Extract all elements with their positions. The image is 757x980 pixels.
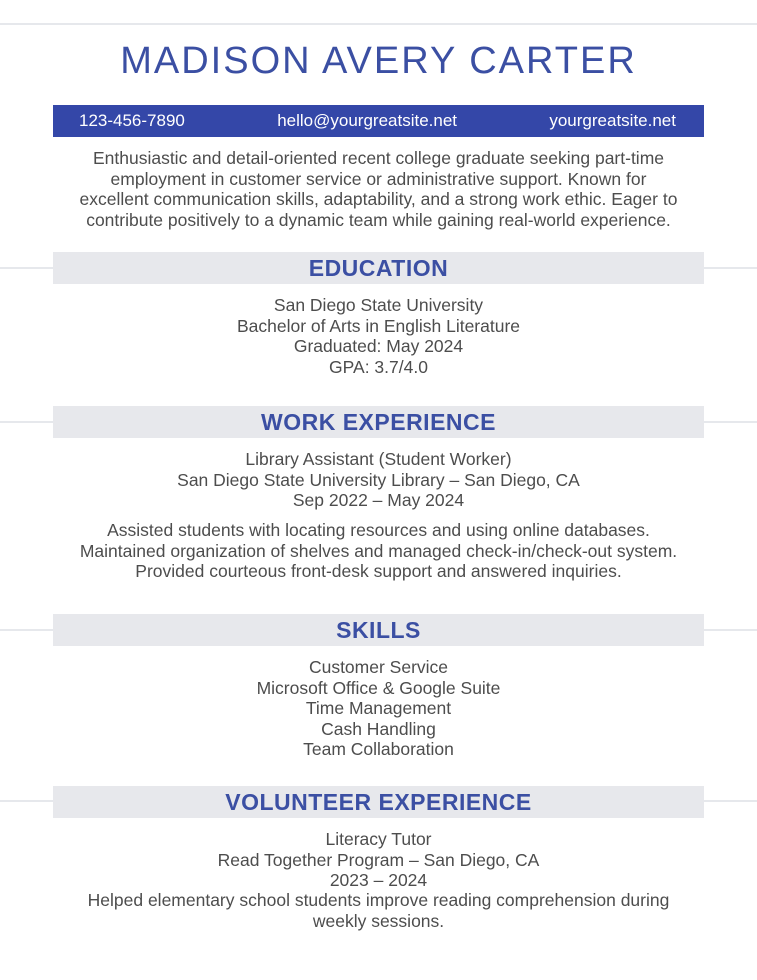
skill-item: Customer Service xyxy=(308,657,449,677)
skills-section xyxy=(53,657,704,760)
education-heading: EDUCATION xyxy=(308,254,449,281)
education-degree: Bachelor of Arts in English Literature xyxy=(236,315,521,336)
volunteer-heading: VOLUNTEER EXPERIENCE xyxy=(225,788,532,815)
skill-item: Cash Handling xyxy=(321,718,436,739)
volunteer-role: Literacy Tutor xyxy=(325,829,432,849)
education-graduated: Graduated: May 2024 xyxy=(293,336,464,356)
work-section xyxy=(53,449,704,511)
skill-item: Team Collaboration xyxy=(303,739,454,759)
volunteer-organization: Read Together Program – San Diego, CA xyxy=(217,849,540,870)
volunteer-heading-bar xyxy=(53,786,704,818)
email-address[interactable]: hello@yourgreatsite.net xyxy=(277,111,458,130)
volunteer-dates: 2023 – 2024 xyxy=(329,870,428,890)
work-heading: WORK EXPERIENCE xyxy=(261,408,496,435)
skills-heading-bar xyxy=(53,614,704,646)
phone-number: 123-456-7890 xyxy=(79,111,185,130)
work-description-block xyxy=(78,520,679,582)
skills-heading: SKILLS xyxy=(336,616,421,643)
work-title: Library Assistant (Student Worker) xyxy=(245,449,512,469)
skill-item: Time Management xyxy=(305,698,452,718)
top-divider xyxy=(0,23,757,25)
work-employer: San Diego State University Library – San Diego, CA xyxy=(177,469,580,490)
contact-bar xyxy=(53,105,704,137)
work-heading-bar xyxy=(53,406,704,438)
summary-text: Enthusiastic and detail-oriented recent college graduate seeking part-time employment in customer service or administrative support. Known for excellent communication skills, adaptability, and a strong work ethic. Eager to contribute positively to a dynamic team while gaining real-world experience. xyxy=(79,148,678,230)
education-gpa: GPA: 3.7/4.0 xyxy=(329,356,428,377)
work-dates: Sep 2022 – May 2024 xyxy=(292,490,465,510)
volunteer-section xyxy=(53,829,704,891)
summary-section xyxy=(78,148,679,230)
education-section xyxy=(53,295,704,377)
education-heading-bar xyxy=(53,252,704,284)
page-title: MADISON AVERY CARTER xyxy=(120,40,637,82)
education-school: San Diego State University xyxy=(273,295,484,315)
volunteer-description: Helped elementary school students improve reading comprehension during weekly sessions. xyxy=(87,890,670,931)
volunteer-description-block xyxy=(60,890,697,931)
skill-item: Microsoft Office & Google Suite xyxy=(256,677,501,698)
website-link[interactable]: yourgreatsite.net xyxy=(549,111,676,130)
work-description: Assisted students with locating resources and using online databases. Maintained organization of shelves and managed check-in/check-out system. Provided courteous front-desk support and answered inquiries. xyxy=(79,520,678,581)
